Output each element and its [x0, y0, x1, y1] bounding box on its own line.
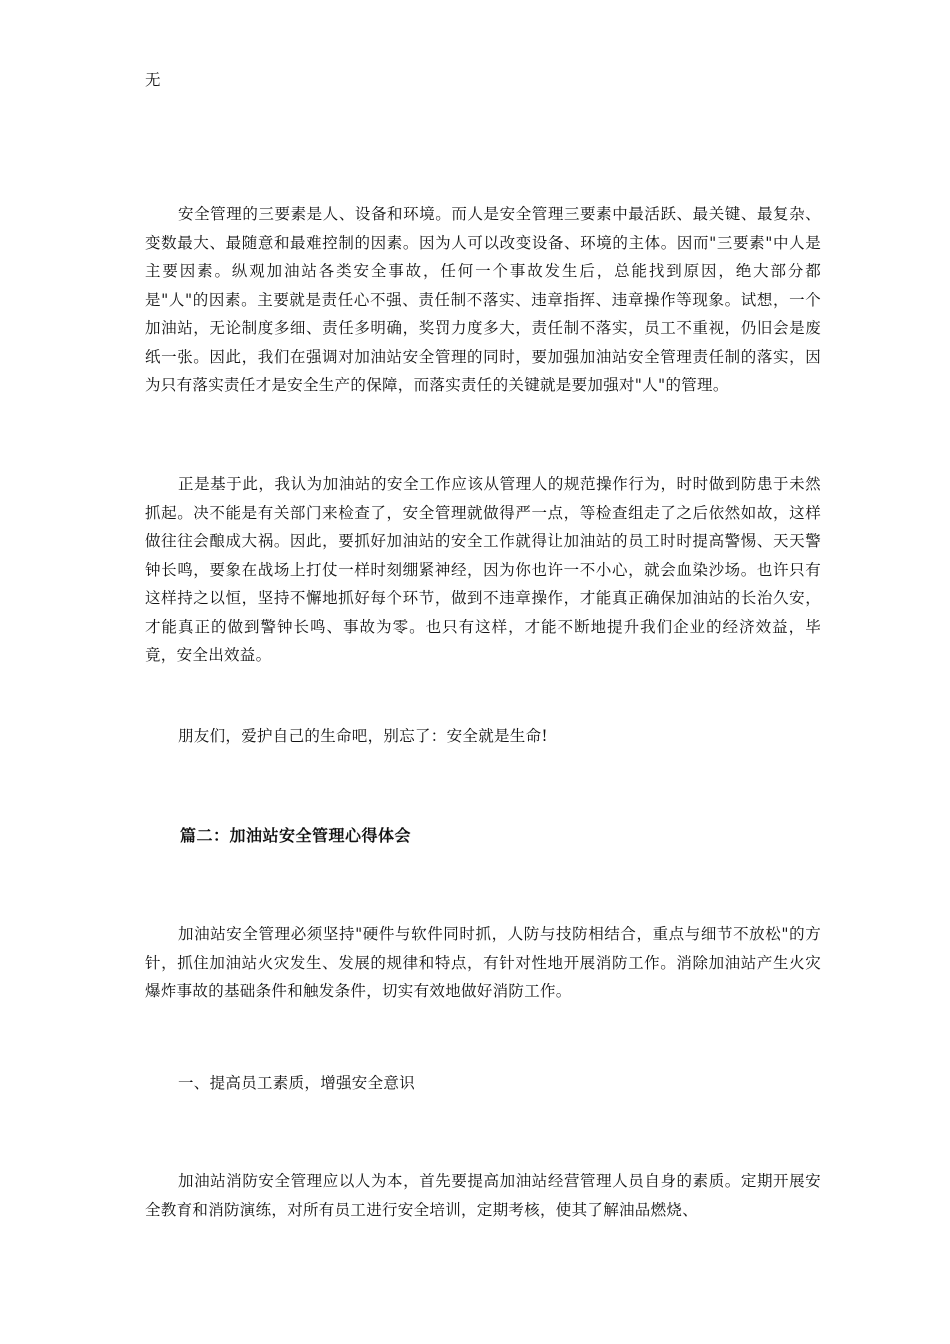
- section-heading: 篇二：加油站安全管理心得体会: [180, 826, 412, 845]
- paragraph-standard-operations: 正是基于此，我认为加油站的安全工作应该从管理人的规范操作行为，时时做到防患于未然抓起。决不能是有关部门来检查了，安全管理就做得严一点，等检查组走了之后依然如故，这样做往往会酿成大祸。因此，要抓好加油站的安全工作就得让加油站的员工时时提高警惕、天天警钟长鸣，要象在战场上打仗一样时刻绷紧神经，因为你也许一不小心，就会血染沙场。也许只有这样持之以恒，坚持不懈地抓好每个环节，做到不违章操作，才能真正确保加油站的长治久安，才能真正的做到警钟长鸣、事故为零。也只有这样，才能不断地提升我们企业的经济效益，毕竟，安全出效益。: [145, 475, 821, 664]
- paragraph-training: 加油站消防安全管理应以人为本，首先要提高加油站经营管理人员自身的素质。定期开展安全教育和消防演练，对所有员工进行安全培训，定期考核，使其了解油品燃烧、: [145, 1172, 821, 1219]
- document-top-word: 无: [145, 71, 161, 89]
- paragraph-closing-appeal: 朋友们，爱护自己的生命吧，别忘了：安全就是生命!: [178, 727, 548, 745]
- paragraph-safety-elements: 安全管理的三要素是人、设备和环境。而人是安全管理三要素中最活跃、最关键、最复杂、变数最大、最随意和最难控制的因素。因为人可以改变设备、环境的主体。因而"三要素"中人是主要因素。纵观加油站各类安全事故，任何一个事故发生后，总能找到原因，绝大部分都是"人"的因素。主要就是责任心不强、责任制不落实、违章指挥、违章操作等现象。试想，一个加油站，无论制度多细、责任多明确，奖罚力度多大，责任制不落实，员工不重视，仍旧会是废纸一张。因此，我们在强调对加油站安全管理的同时，要加强加油站安全管理责任制的落实，因为只有落实责任才是安全生产的保障，而落实责任的关键就是要加强对"人"的管理。: [145, 205, 821, 394]
- paragraph-management-policy: 加油站安全管理必须坚持"硬件与软件同时抓，人防与技防相结合，重点与细节不放松"的方针，抓住加油站火灾发生、发展的规律和特点，有针对性地开展消防工作。消除加油站产生火灾爆炸事故的基础条件和触发条件，切实有效地做好消防工作。: [145, 925, 821, 1000]
- subheading-staff-quality: 一、提高员工素质，增强安全意识: [178, 1074, 416, 1092]
